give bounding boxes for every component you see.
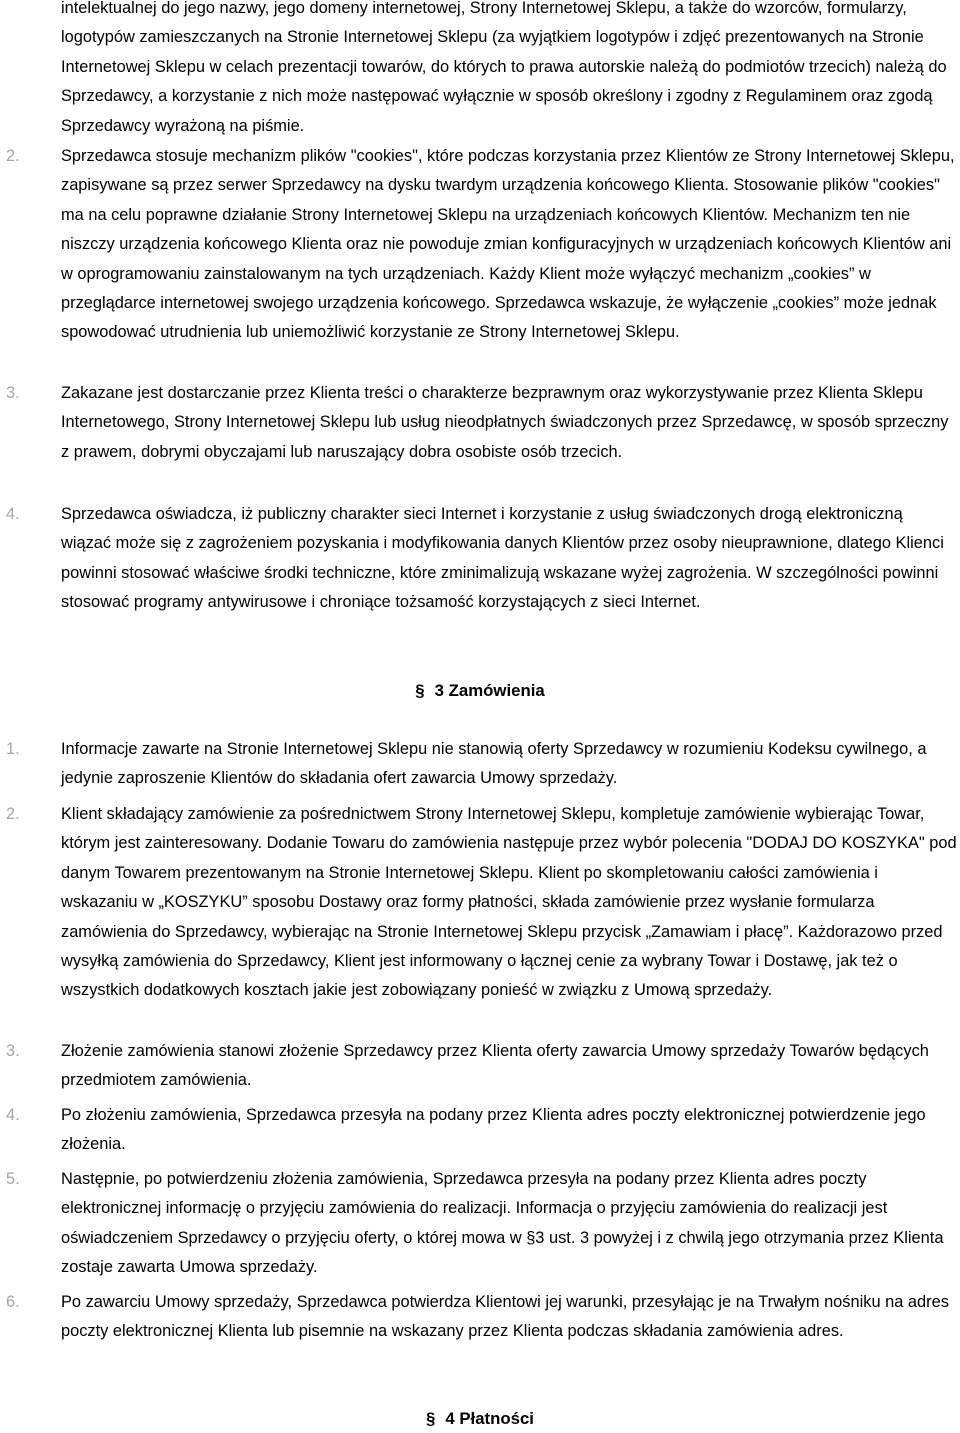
paragraph-continuation: intelektualnej do jego nazwy, jego domeny internetowej, Strony Internetowej Sklepu, a także do wzorców, formularzy, logotypów zamieszczanych na Stronie Internetowej Sklepu (za wyjątkiem logotypów i zdjęć prezentowanych na Stronie Internetowej Sklepu w celach prezentacji towarów, do których to prawa autorskie należą do podmiotów trzecich) należą do Sprzedawcy, a korzystanie z nich może następować wyłącznie w sposób określony i zgodny z Regulaminem oraz zgodą Sprzedawcy wyrażoną na piśmie.: [61, 0, 947, 135]
list-item-number: 6.: [6, 1293, 20, 1311]
section-heading: [0, 1404, 960, 1433]
list-item-text: Złożenie zamówienia stanowi złożenie Sprzedawcy przez Klienta oferty zawarcia Umowy sprzedaży Towarów będących przedmiotem zamówienia.: [61, 1042, 929, 1090]
list-item-number: 5.: [6, 1170, 20, 1188]
section-heading-title: 4 Płatności: [445, 1409, 534, 1428]
section-sign: §: [426, 1409, 436, 1428]
section-heading: [0, 676, 960, 705]
list-item-text: Informacje zawarte na Stronie Internetowej Sklepu nie stanowią oferty Sprzedawcy w rozumieniu Kodeksu cywilnego, a jedynie zaproszenie Klientów do składania ofert zawarcia Umowy sprzedaży.: [61, 740, 927, 788]
list-item-number: 1.: [6, 740, 20, 758]
list-item-text: Następnie, po potwierdzeniu złożenia zamówienia, Sprzedawca przesyła na podany przez Klienta adres poczty elektronicznej informację o przyjęciu zamówienia do realizacji. Informacja o przyjęciu zamówienia do realizacji jest oświadczeniem Sprzedawcy o przyjęciu oferty, o której mowa w §3 ust. 3 powyżej i z chwilą jego otrzymania przez Klienta zostaje zawarta Umowa sprzedaży.: [61, 1170, 944, 1277]
list-item-number: 3.: [6, 384, 20, 402]
list-item-number: 2.: [6, 147, 20, 165]
section-sign: §: [415, 681, 425, 700]
section-heading-title: 3 Zamówienia: [434, 681, 545, 700]
list-item-text: Po złożeniu zamówienia, Sprzedawca przesyła na podany przez Klienta adres poczty elektronicznej potwierdzenie jego złożenia.: [61, 1106, 926, 1154]
list-item-number: 4.: [6, 505, 20, 523]
list-item-text: Klient składający zamówienie za pośrednictwem Strony Internetowej Sklepu, kompletuje zamówienie wybierając Towar, którym jest zainteresowany. Dodanie Towaru do zamówienia następuje przez wybór polecenia "DODAJ DO KOSZYKA" pod danym Towarem prezentowanym na Stronie Internetowej Sklepu. Klient po skompletowaniu całości zamówienia i wskazaniu w „KOSZYKU” sposobu Dostawy oraz formy płatności, składa zamówienie przez wysłanie formularza zamówienia do Sprzedawcy, wybierając na Stronie Internetowej Sklepu przycisk „Zamawiam i płacę”. Każdorazowo przed wysyłką zamówienia do Sprzedawcy, Klient jest informowany o łącznej cenie za wybrany Towar i Dostawę, jak też o wszystkich dodatkowych kosztach jakie jest zobowiązany ponieść w związku z Umową sprzedaży.: [61, 805, 957, 1000]
list-item-text: Po zawarciu Umowy sprzedaży, Sprzedawca potwierdza Klientowi jej warunki, przesyłając je na Trwałym nośniku na adres poczty elektronicznej Klienta lub pisemnie na wskazany przez Klienta podczas składania zamówienia adres.: [61, 1293, 949, 1341]
list-item-number: 3.: [6, 1042, 20, 1060]
list-item-text: Sprzedawca oświadcza, iż publiczny charakter sieci Internet i korzystanie z usług świadczonych drogą elektroniczną wiązać może się z zagrożeniem pozyskania i modyfikowania danych Klientów przez osoby nieuprawnione, dlatego Klienci powinni stosować właściwe środki techniczne, które zminimalizują wskazane wyżej zagrożenia. W szczególności powinni stosować programy antywirusowe i chroniące tożsamość korzystających z sieci Internet.: [61, 505, 944, 612]
list-item-number: 2.: [6, 805, 20, 823]
list-item-number: 4.: [6, 1106, 20, 1124]
list-item-text: Zakazane jest dostarczanie przez Klienta treści o charakterze bezprawnym oraz wykorzystywanie przez Klienta Sklepu Internetowego, Strony Internetowej Sklepu lub usług nieodpłatnych świadczonych przez Sprzedawcę, w sposób sprzeczny z prawem, dobrymi obyczajami lub naruszający dobra osobiste osób trzecich.: [61, 384, 949, 461]
list-item-text: Sprzedawca stosuje mechanizm plików "cookies", które podczas korzystania przez Klientów ze Strony Internetowej Sklepu, zapisywane są przez serwer Sprzedawcy na dysku twardym urządzenia końcowego Klienta. Stosowanie plików "cookies" ma na celu poprawne działanie Strony Internetowej Sklepu na urządzeniach końcowych Klientów. Mechanizm ten nie niszczy urządzenia końcowego Klienta oraz nie powoduje zmian konfiguracyjnych w urządzeniach końcowych Klientów ani w oprogramowaniu zainstalowanym na tych urządzeniach. Każdy Klient może wyłączyć mechanizm „cookies” w przeglądarce internetowej swojego urządzenia końcowego. Sprzedawca wskazuje, że wyłączenie „cookies” może jednak spowodować utrudnienia lub uniemożliwić korzystanie ze Strony Internetowej Sklepu.: [61, 147, 955, 342]
